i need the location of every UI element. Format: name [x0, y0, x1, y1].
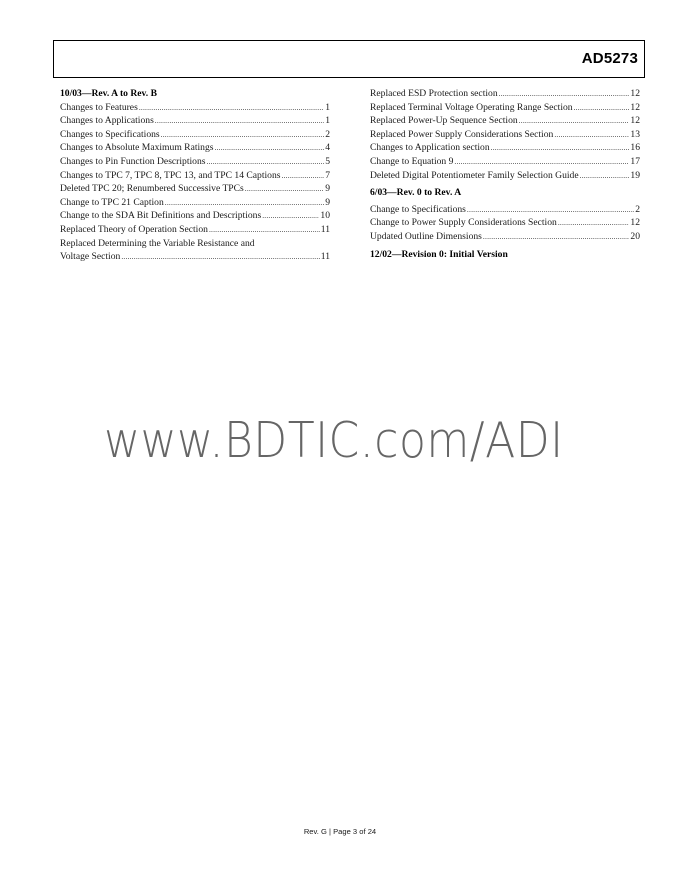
dot-leader — [245, 182, 324, 196]
entry-page: 9 — [325, 196, 330, 208]
dot-leader — [454, 155, 629, 169]
revision-heading: 12/02—Revision 0: Initial Version — [370, 248, 508, 260]
dot-leader — [215, 141, 325, 155]
revision-entry — [60, 101, 330, 115]
entry-text: Changes to Pin Function Descriptions — [60, 155, 206, 167]
entry-page: 19 — [630, 169, 640, 181]
revision-entry — [370, 216, 640, 230]
dot-leader — [580, 169, 630, 183]
revision-history-left-column — [60, 87, 330, 264]
dot-leader — [519, 114, 630, 128]
revision-entry — [60, 114, 330, 128]
revision-entry — [60, 209, 330, 223]
entry-page: 1 — [325, 115, 330, 127]
entry-text: Changes to Absolute Maximum Ratings — [60, 142, 214, 154]
entry-page: 17 — [630, 155, 640, 167]
watermark: www.BDTIC.com/ADI — [104, 412, 564, 469]
entry-page: 12 — [630, 88, 640, 99]
dot-leader — [121, 250, 319, 264]
revision-heading: 10/03—Rev. A to Rev. B — [60, 88, 158, 99]
entry-text: Changes to Specifications — [60, 128, 160, 140]
revision-entry — [60, 128, 330, 142]
revision-entry — [60, 223, 330, 237]
entry-page: 12 — [630, 217, 640, 229]
entry-page: 1 — [325, 101, 330, 113]
revision-history-right-column — [370, 87, 640, 261]
revision-heading: 6/03—Rev. 0 to Rev. A — [370, 187, 462, 199]
part-number: AD5273 — [581, 50, 638, 67]
entry-text: Changes to TPC 7, TPC 8, TPC 13, and TPC 14 Captions — [60, 169, 281, 181]
entry-page: 13 — [630, 128, 640, 140]
dot-leader — [161, 128, 325, 142]
entry-page: 2 — [325, 128, 330, 140]
entry-text: Changes to Features — [60, 101, 138, 113]
entry-page: 4 — [325, 142, 330, 154]
dot-leader — [139, 101, 324, 115]
dot-leader — [467, 203, 634, 217]
entry-page: 9 — [325, 183, 330, 195]
revision-entry — [370, 128, 640, 142]
revision-entry — [60, 141, 330, 155]
entry-page: 10 — [320, 210, 330, 222]
entry-page: 11 — [320, 251, 330, 263]
dot-leader — [165, 196, 324, 210]
revision-entry — [60, 250, 330, 264]
entry-text: Change to Equation 9 — [370, 155, 454, 167]
entry-page: 20 — [630, 230, 640, 242]
entry-text: Voltage Section — [60, 251, 121, 263]
entry-text: Deleted TPC 20; Renumbered Successive TPCs — [60, 183, 244, 195]
dot-leader — [207, 155, 325, 169]
revision-entry — [370, 101, 640, 115]
revision-entry — [60, 196, 330, 210]
entry-text: Replaced Power Supply Considerations Section — [370, 128, 554, 140]
revision-entry — [370, 114, 640, 128]
entry-page: 12 — [630, 115, 640, 127]
dot-leader — [574, 101, 630, 115]
revision-entry — [370, 141, 640, 155]
dot-leader — [282, 169, 325, 183]
dot-leader — [554, 128, 629, 142]
entry-page: 12 — [630, 101, 640, 113]
revision-entry — [370, 230, 640, 244]
entry-text: Deleted Digital Potentiometer Family Selection Guide — [370, 169, 579, 181]
revision-entry — [370, 169, 640, 183]
entry-text: Replaced ESD Protection section — [370, 88, 498, 99]
entry-text: Replaced Terminal Voltage Operating Range Section — [370, 101, 573, 113]
dot-leader — [483, 230, 629, 244]
dot-leader — [155, 114, 324, 128]
entry-text: Replaced Theory of Operation Section — [60, 223, 208, 235]
revision-entry — [370, 87, 640, 101]
entry-text: Changes to Application section — [370, 142, 490, 154]
entry-text: Replaced Power-Up Sequence Section — [370, 115, 518, 127]
entry-text-wrap-line: Replaced Determining the Variable Resistance and — [60, 237, 255, 249]
dot-leader — [491, 141, 630, 155]
dot-leader — [499, 87, 630, 101]
entry-text: Change to Specifications — [370, 203, 466, 215]
revision-entry — [370, 203, 640, 217]
dot-leader — [558, 216, 630, 230]
entry-text: Change to TPC 21 Caption — [60, 196, 164, 208]
entry-text: Updated Outline Dimensions — [370, 230, 482, 242]
entry-page: 5 — [325, 155, 330, 167]
dot-leader — [262, 209, 319, 223]
revision-entry — [60, 169, 330, 183]
entry-text: Change to Power Supply Considerations Section — [370, 217, 557, 229]
entry-page: 11 — [320, 223, 330, 235]
revision-entry — [370, 155, 640, 169]
entry-text: Changes to Applications — [60, 115, 154, 127]
entry-text: Change to the SDA Bit Definitions and Descriptions — [60, 210, 262, 222]
entry-page: 7 — [325, 169, 330, 181]
page-footer: Rev. G | Page 3 of 24 — [303, 827, 377, 836]
entry-page: 16 — [630, 142, 640, 154]
revision-entry — [60, 182, 330, 196]
revision-entry — [60, 155, 330, 169]
entry-page: 2 — [635, 203, 640, 215]
page-header — [53, 40, 645, 78]
dot-leader — [209, 223, 320, 237]
